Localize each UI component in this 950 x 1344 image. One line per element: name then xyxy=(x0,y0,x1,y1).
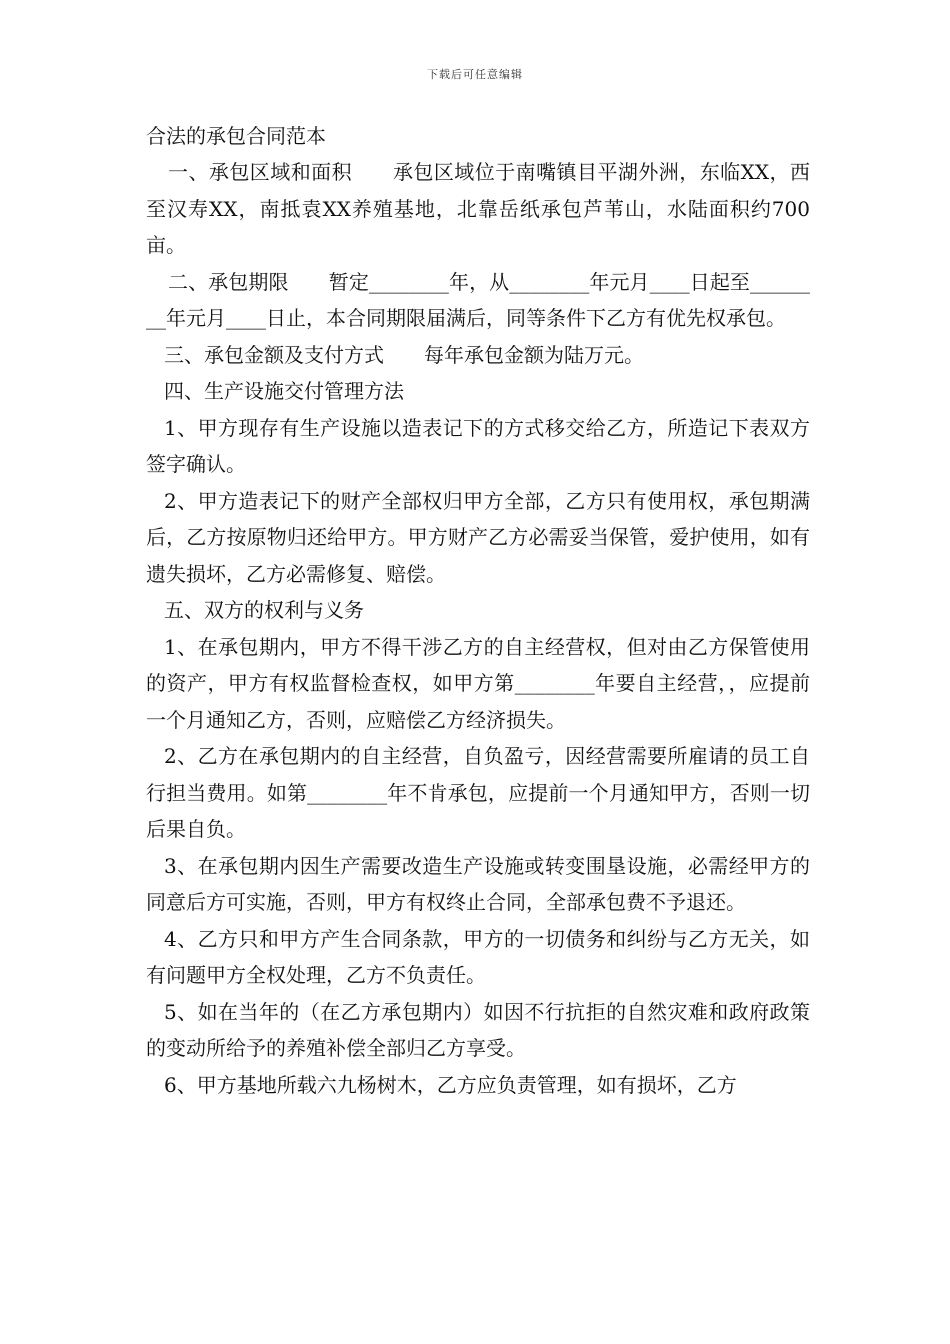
paragraph-rights-2: 2、乙方在承包期内的自主经营，自负盈亏，因经营需要所雇请的员工自行担当费用。如第________年不肯承包，应提前一个月通知甲方，否则一切后果自负。 xyxy=(146,744,810,841)
paragraph-rights-3: 3、在承包期内因生产需要改造生产设施或转变围垦设施，必需经甲方的同意后方可实施，否则，甲方有权终止合同，全部承包费不予退还。 xyxy=(146,853,810,914)
paragraph-area: 一、承包区域和面积 承包区域位于南嘴镇目平湖外洲，东临XX，西至汉寿XX，南抵袁XX养殖基地，北靠岳纸承包芦苇山，水陆面积约700亩。 xyxy=(146,160,810,257)
document-title: 合法的承包合同范本 xyxy=(146,124,326,148)
paragraph-rights-heading: 五、双方的权利与义务 xyxy=(164,598,364,622)
paragraph-facilities-heading: 四、生产设施交付管理方法 xyxy=(164,379,404,403)
paragraph-facilities-1: 1、甲方现存有生产设施以造表记下的方式移交给乙方，所造记下表双方签字确认。 xyxy=(146,415,810,476)
header-note: 下载后可任意编辑 xyxy=(427,68,523,81)
document-body xyxy=(146,118,810,1103)
paragraph-facilities-2: 2、甲方造表记下的财产全部权归甲方全部，乙方只有使用权，承包期满后，乙方按原物归还给甲方。甲方财产乙方必需妥当保管，爱护使用，如有遗失损坏，乙方必需修复、赔偿。 xyxy=(146,488,810,586)
paragraph-rights-1: 1、在承包期内，甲方不得干涉乙方的自主经营权，但对由乙方保管使用的资产，甲方有权监督检查权，如甲方第________年要自主经营，，应提前一个月通知乙方，否则，应赔偿乙方经济损失。 xyxy=(146,634,810,732)
paragraph-rights-6: 6、甲方基地所载六九杨树木，乙方应负责管理，如有损坏，乙方 xyxy=(164,1072,737,1097)
paragraph-rights-4: 4、乙方只和甲方产生合同条款，甲方的一切债务和纠纷与乙方无关，如有问题甲方全权处理，乙方不负责任。 xyxy=(146,926,810,987)
paragraph-rights-5: 5、如在当年的（在乙方承包期内）如因不行抗拒的自然灾难和政府政策的变动所给予的养殖补偿全部归乙方享受。 xyxy=(146,999,810,1060)
paragraph-payment: 三、承包金额及支付方式 每年承包金额为陆万元。 xyxy=(164,342,644,367)
paragraph-term: 二、承包期限 暂定________年，从________年元月____日起至________年元月____日止，本合同期限届满后，同等条件下乙方有优先权承包。 xyxy=(146,269,810,330)
